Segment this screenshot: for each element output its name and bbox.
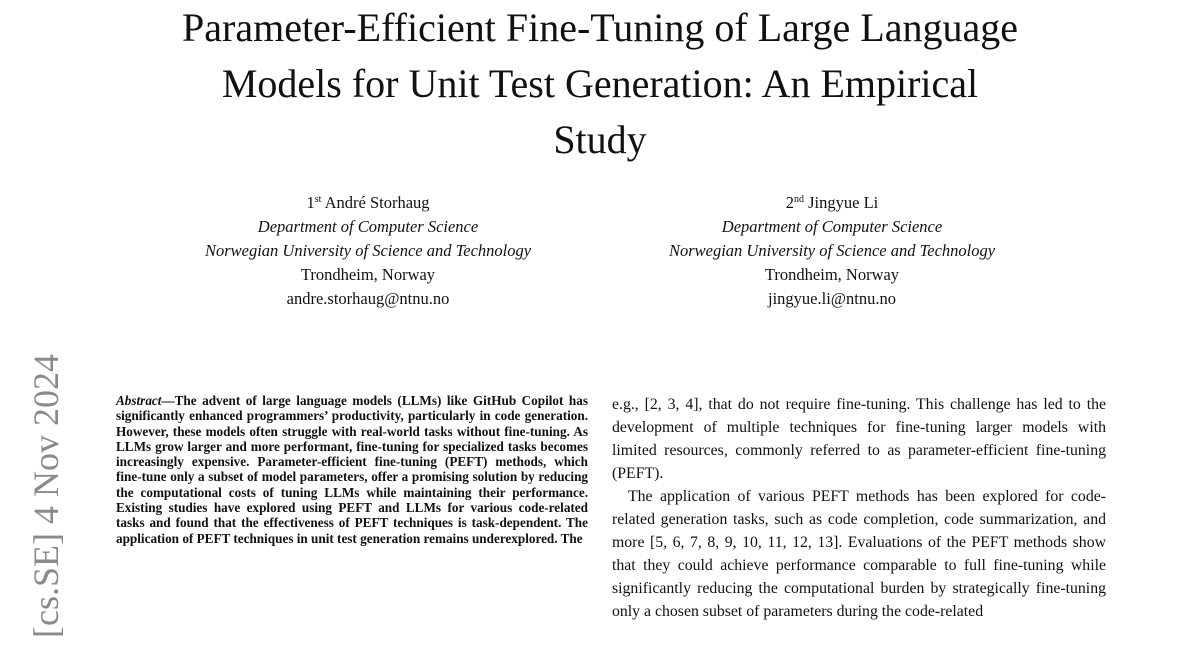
author-ordinal: st [314, 194, 322, 205]
author-location: Trondheim, Norway [764, 265, 900, 284]
author-index: 1 [306, 193, 315, 212]
author-email: andre.storhaug@ntnu.no [286, 289, 450, 308]
author-ordinal: nd [794, 194, 804, 205]
abstract-column [116, 393, 588, 546]
author-university: Norwegian University of Science and Technology [204, 241, 532, 260]
author-name-text: André Storhaug [324, 193, 430, 212]
arxiv-stamp [22, 318, 70, 638]
author-department: Department of Computer Science [721, 217, 943, 236]
paper-title [0, 0, 1200, 168]
arxiv-stamp-text: [cs.SE] 4 Nov 2024 [26, 354, 66, 638]
title-line: Study [553, 117, 647, 162]
author-block-1 [148, 188, 588, 311]
intro-paragraph-1: e.g., [2, 3, 4], that do not require fine-tuning. This challenge has led to the development of multiple techniques for fine-tuning larger models with limited resources, commonly referred to as parameter-efficient fine-tuning (PEFT). [612, 396, 1106, 482]
author-name [612, 188, 1052, 215]
author-email: jingyue.li@ntnu.no [768, 289, 896, 308]
author-name-text: Jingyue Li [808, 193, 879, 212]
author-name [148, 188, 588, 215]
title-line: Parameter-Efficient Fine-Tuning of Large Language [182, 5, 1018, 50]
intro-paragraph-2: The application of various PEFT methods has been explored for code-related generation tasks, such as code completion, code summarization, and more [5, 6, 7, 8, 9, 10, 11, 12, 13]. Evaluations of the PEFT methods show that they could achieve performance comparable to full fine-tuning while significantly reducing the computational burden by strategically fine-tuning only a chosen subset of parameters during the code-related [612, 488, 1106, 620]
author-block-2 [612, 188, 1052, 311]
abstract-text: The advent of large language models (LLMs) like GitHub Copilot has significantly enhanced programmers’ productivity, particularly in code generation. However, these models often struggle with real-world tasks without fine-tuning. As LLMs grow larger and more performant, fine-tuning for specialized tasks becomes increasingly expensive. Parameter-efficient fine-tuning (PEFT) methods, which fine-tune only a subset of model parameters, offer a promising solution by reducing the computational costs of tuning LLMs while maintaining their performance. Existing studies have explored using PEFT and LLMs for various code-related tasks and found that the effectiveness of PEFT techniques is task-dependent. The application of PEFT techniques in unit test generation remains underexplored. The [116, 393, 588, 546]
author-index: 2 [785, 193, 794, 212]
author-location: Trondheim, Norway [300, 265, 436, 284]
author-department: Department of Computer Science [257, 217, 479, 236]
title-line: Models for Unit Test Generation: An Empirical [221, 61, 979, 106]
intro-column [612, 393, 1106, 623]
abstract-dash: — [161, 393, 175, 408]
author-university: Norwegian University of Science and Technology [668, 241, 996, 260]
abstract-label: Abstract [116, 393, 162, 408]
